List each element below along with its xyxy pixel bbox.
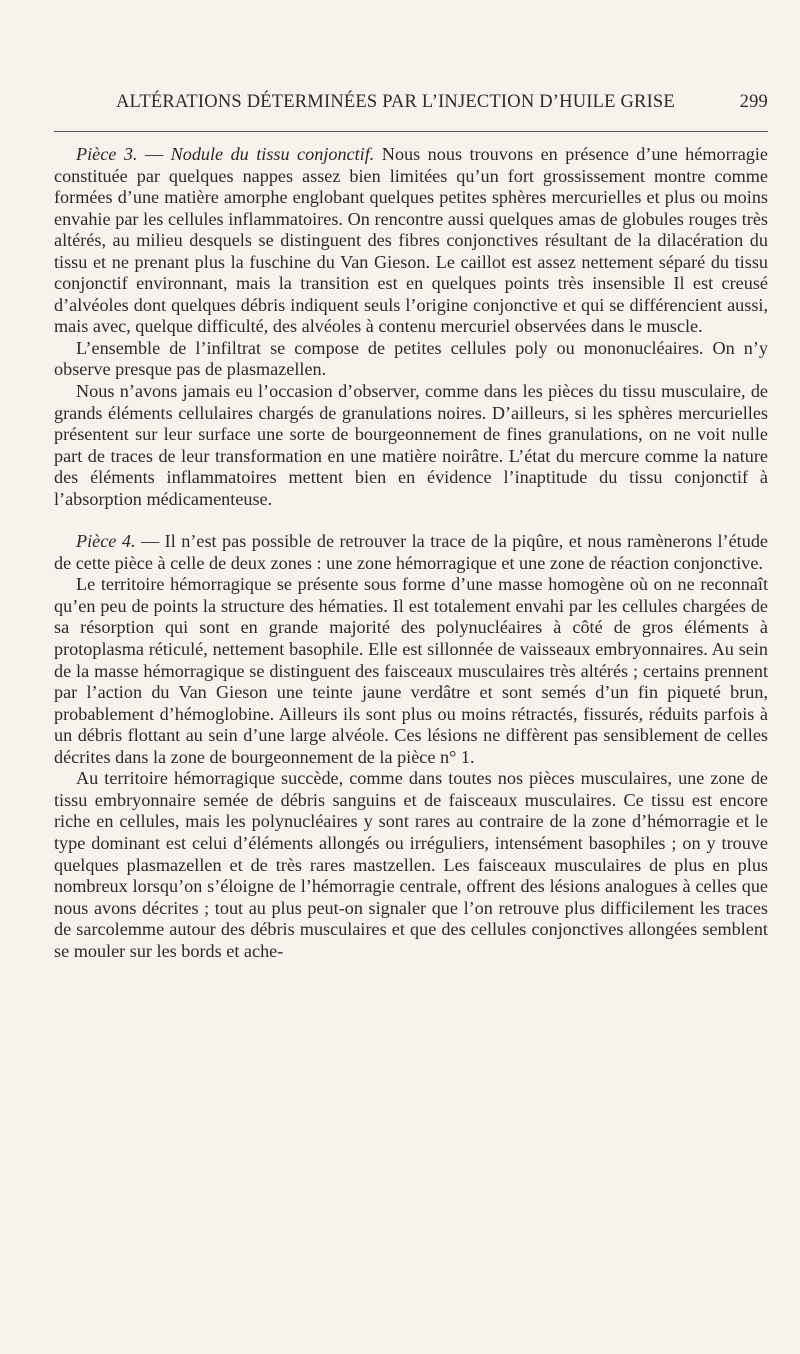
running-header [54,92,768,113]
dash-separator: — [137,144,171,164]
paragraph: Nous n’avons jamais eu l’occasion d’observer, comme dans les pièces du tissu musculaire, de grands éléments cellulaires chargés de granulations noires. D’ailleurs, si les sphères mercurielles présentent sur leur surface une sorte de bourgeonnement de fines granulations, on ne voit nulle part de traces de leur transformation en une matière noirâtre. L’état du mercure comme la nature des éléments inflammatoires mettent bien en évidence l’inaptitude du tissu conjonctif à l’absorption médicamenteuse. [54,381,768,509]
paragraph: L’ensemble de l’infiltrat se compose de petites cellules poly ou mononucléaires. On n’y observe presque pas de plasmazellen. [54,337,768,380]
piece-label: Pièce 4. [76,531,136,552]
paragraph-text: — Il n’est pas possible de retrouver la trace de la piqûre, et nous ramènerons l’étude de cette pièce à celle de deux zones : une zone hémorragique et une zone de réaction conjonctive. [54,531,768,573]
page-number: 299 [739,92,768,112]
page-body [54,144,768,962]
paragraph: Le territoire hémorragique se présente sous forme d’une masse homogène où on ne reconnaît qu’en peu de points la structure des hématies. Il est totalement envahi par les cellules chargées de sa résorption qui sont en grande majorité des polynucléaires à côté de gros éléments à protoplasma réticulé, nettement basophile. Elle est sillonnée de vaisseaux embryonnaires. Au sein de la masse hémorragique se distinguent des faisceaux musculaires très altérés ; certains prennent par l’action du Van Gieson une teinte jaune verdâtre et sont semés d’un fin piqueté brun, probablement d’hémoglobine. Ailleurs ils sont plus ou moins rétractés, fissurés, réduits parfois à un débris flottant au sein d’une large alvéole. Ces lésions ne diffèrent pas sensiblement de celles décrites dans la zone de bourgeonnement de la pièce n° 1. [54,574,768,767]
piece-label: Pièce 3. [76,144,138,164]
section-heading: Nodule du tissu conjonctif. [170,144,375,164]
paragraph-piece-4 [54,531,768,574]
running-title: ALTÉRATIONS DÉTERMINÉES PAR L’INJECTION D’HUILE GRISE [116,92,675,112]
paragraph: Au territoire hémorragique succède, comme dans toutes nos pièces musculaires, une zone de tissu embryonnaire semée de débris sanguins et de faisceaux musculaires. Ce tissu est encore riche en cellules, mais les polynucléaires y sont rares au contraire de la zone d’hémorragie et le type dominant est celui d’éléments allongés ou irréguliers, intensément basophiles ; on y trouve quelques plasmazellen et de très rares mastzellen. Les faisceaux musculaires de plus en plus nombreux lorsqu’on s’éloigne de l’hémorragie centrale, offrent des lésions analogues à celles que nous avons décrites ; tout au plus peut-on signaler que l’on retrouve plus difficilement les traces de sarcolemme autour des débris musculaires et que des cellules conjonctives allongées semblent se mouler sur les bords et ache- [54,768,768,961]
header-rule [54,131,768,132]
paragraph-text: Nous nous trouvons en présence d’une hémorragie constituée par quelques nappes assez bien limitées qu’un fort grossissement montre comme formées d’une matière amorphe englobant quelques petites sphères mercurielles et plus ou moins envahie par les cellules inflammatoires. On rencontre aussi quelques amas de globules rouges très altérés, au milieu desquels se distinguent des fibres conjonctives résultant de la dilacération du tissu et ne prenant plus la fuschine du Van Gieson. Le caillot est assez nettement séparé du tissu conjonctif environnant, mais la transition est en quelques points très insensible Il est creusé d’alvéoles dont quelques débris indiquent seuls l’origine conjonctive et qui se différencient aussi, mais avec, quelque difficulté, des alvéoles à contenu mercuriel observées dans le muscle. [54,144,768,337]
paragraph-piece-3 [54,144,768,338]
